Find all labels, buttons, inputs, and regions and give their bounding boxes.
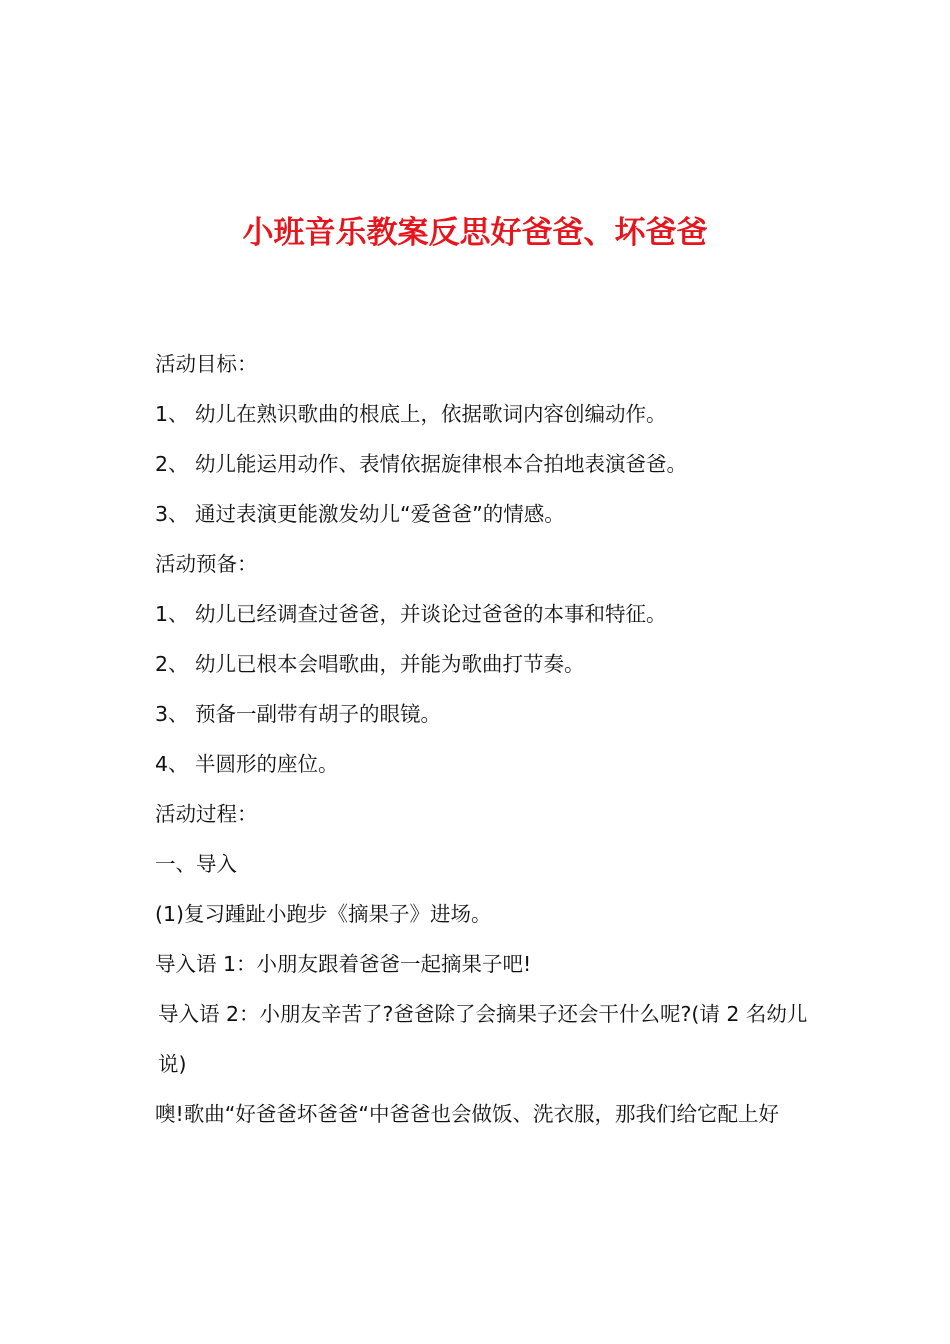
preparation-item-3: 3、 预备一副带有胡子的眼镜。 [155, 702, 442, 726]
process-paragraph: 噢!歌曲“好爸爸坏爸爸“中爸爸也会做饭、洗衣服，那我们给它配上好 [155, 1102, 779, 1126]
goal-item-1: 1、 幼儿在熟识歌曲的根底上，依据歌词内容创编动作。 [155, 402, 667, 426]
section-heading-goals: 活动目标： [155, 352, 258, 376]
preparation-item-4: 4、 半圆形的座位。 [155, 752, 339, 776]
process-step-heading: 一、导入 [155, 852, 237, 876]
document-title: 小班音乐教案反思好爸爸、坏爸爸 [242, 215, 708, 251]
goal-item-2: 2、 幼儿能运用动作、表情依据旋律根本合拍地表演爸爸。 [155, 452, 688, 476]
document-body [127, 339, 835, 1139]
goal-item-3: 3、 通过表演更能激发幼儿“爱爸爸”的情感。 [155, 502, 565, 526]
section-heading-preparation: 活动预备： [155, 552, 258, 576]
process-paragraph: (1)复习踵趾小跑步《摘果子》进场。 [155, 902, 492, 926]
section-heading-process: 活动过程： [155, 802, 258, 826]
preparation-item-2: 2、 幼儿已根本会唱歌曲，并能为歌曲打节奏。 [155, 652, 585, 676]
preparation-item-1: 1、 幼儿已经调查过爸爸，并谈论过爸爸的本事和特征。 [155, 602, 667, 626]
process-paragraph: 导入语 2：小朋友辛苦了?爸爸除了会摘果子还会干什么呢?(请 2 名幼儿说) [158, 1002, 808, 1076]
process-paragraph: 导入语 1：小朋友跟着爸爸一起摘果子吧! [155, 952, 532, 976]
